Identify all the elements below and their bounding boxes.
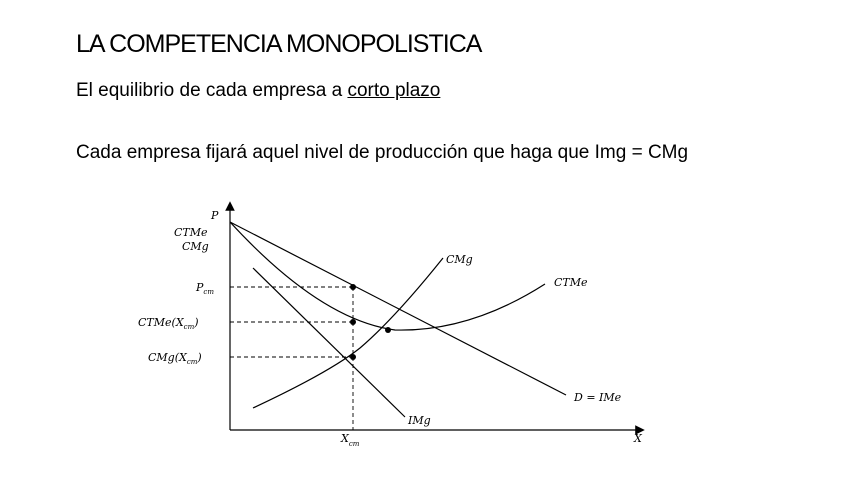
x-equilibrium-main: X [341, 432, 349, 445]
ctme-curve [230, 222, 545, 330]
ctme-level-close: ) [194, 316, 199, 329]
x-equilibrium-sub: cm [348, 440, 360, 448]
point-equilibrium [350, 354, 356, 360]
cmg-level-label [148, 351, 202, 366]
cmg-level-close: ) [197, 351, 202, 364]
slide-title: LA COMPETENCIA MONOPOLISTICA [76, 30, 482, 58]
subtitle-underlined: corto plazo [347, 80, 441, 101]
top-left-label-ctme: CTMe [174, 226, 208, 239]
demand-curve [230, 222, 566, 395]
point-ctme-min [385, 327, 391, 333]
img-curve-label: IMg [408, 414, 431, 427]
img-curve [253, 268, 405, 417]
price-level-main: P [196, 281, 204, 294]
subtitle-prefix: El equilibrio de cada empresa a [76, 80, 348, 101]
ctme-curve-label: CTMe [554, 276, 588, 289]
ctme-level-main: CTMe(X [138, 316, 184, 329]
x-equilibrium-label [340, 432, 360, 448]
cmg-level-sub: cm [186, 358, 198, 366]
statement: Cada empresa fijará aquel nivel de producción que haga que Img = CMg [76, 142, 689, 163]
top-left-label-cmg: CMg [182, 240, 209, 253]
price-level-label [195, 281, 214, 296]
x-axis-label: X [634, 432, 642, 445]
demand-curve-label: D = IMe [574, 391, 622, 404]
ctme-level-sub: cm [183, 323, 195, 331]
point-price [350, 284, 356, 290]
point-ctme [350, 319, 356, 325]
cmg-curve-label: CMg [446, 253, 473, 266]
ctme-level-label [138, 316, 199, 331]
cmg-curve [253, 258, 443, 408]
price-level-sub: cm [203, 288, 214, 296]
cmg-level-main: CMg(X [148, 351, 187, 364]
y-axis-label: P [211, 209, 219, 222]
